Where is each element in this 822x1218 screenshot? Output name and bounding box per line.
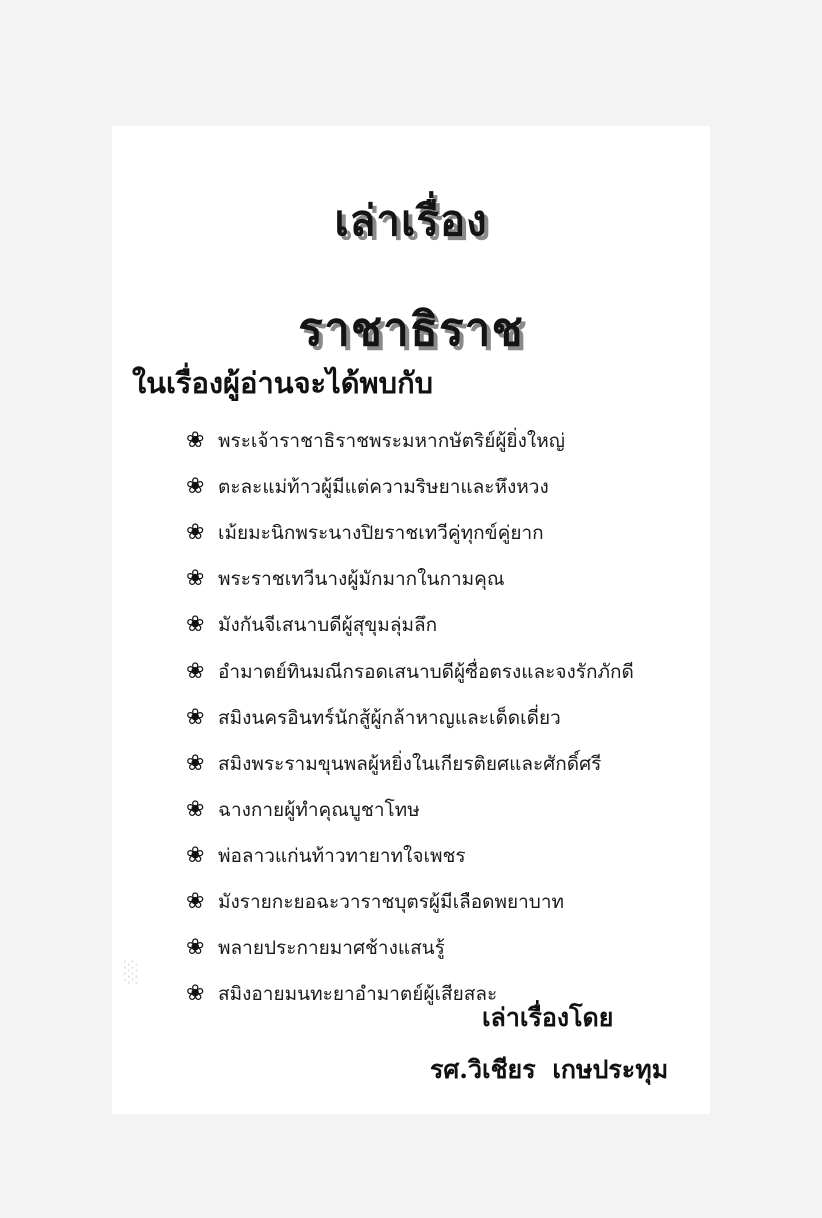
character-item xyxy=(186,556,634,602)
character-item xyxy=(186,418,634,464)
title-line-1: เล่าเรื่อง xyxy=(334,196,488,246)
character-list xyxy=(186,418,634,1017)
flower-icon: ❀ xyxy=(186,428,205,454)
flower-icon: ❀ xyxy=(186,612,205,638)
character-item xyxy=(186,510,634,556)
character-item xyxy=(186,879,634,925)
character-text: พลายประกายมาศช้างแสนรู้ xyxy=(218,937,445,960)
flower-icon: ❀ xyxy=(186,520,205,546)
flower-icon: ❀ xyxy=(186,566,205,592)
title-line-2: ราชาธิราช xyxy=(298,301,524,356)
character-item xyxy=(186,464,634,510)
character-text: สมิงพระรามขุนพลผู้หยิ่งในเกียรติยศและศักดิ์ศรี xyxy=(218,752,602,775)
character-item xyxy=(186,648,634,694)
character-text: มังกันจีเสนาบดีผู้สุขุมลุ่มลึก xyxy=(218,614,438,637)
character-text: สมิงนครอินทร์นักสู้ผู้กล้าหาญและเด็ดเดี่ยว xyxy=(218,706,561,729)
flower-icon: ❀ xyxy=(186,935,205,961)
character-item xyxy=(186,787,634,833)
flower-icon: ❀ xyxy=(186,888,205,914)
character-item xyxy=(186,833,634,879)
character-text: มังรายกะยอฉะวาราชบุตรผู้มีเลือดพยาบาท xyxy=(218,890,565,913)
flower-icon: ❀ xyxy=(186,474,205,500)
intro-heading: ในเรื่องผู้อ่านจะได้พบกับ xyxy=(132,366,434,400)
flower-icon: ❀ xyxy=(186,658,205,684)
bleed-through-mark: ░ xyxy=(124,960,140,984)
character-item xyxy=(186,741,634,787)
flower-icon: ❀ xyxy=(186,796,205,822)
character-text: พ่อลาวแก่นท้าวทายาทใจเพชร xyxy=(218,844,466,867)
flower-icon: ❀ xyxy=(186,704,205,730)
flower-icon: ❀ xyxy=(186,842,205,868)
character-text: ตะละแม่ท้าวผู้มีแต่ความริษยาและหึงหวง xyxy=(218,476,549,499)
character-item xyxy=(186,695,634,741)
character-item xyxy=(186,602,634,648)
character-text: อำมาตย์ทินมณีกรอดเสนาบดีผู้ซื่อตรงและจงรักภักดี xyxy=(218,660,634,683)
flower-icon: ❀ xyxy=(186,750,205,776)
character-text: สมิงอายมนทะยาอำมาตย์ผู้เสียสละ xyxy=(218,983,498,1006)
character-text: ฉางกายผู้ทำคุณบูชาโทษ xyxy=(218,798,420,821)
character-text: เม้ยมะนิกพระนางปิยราชเทวีคู่ทุกข์คู่ยาก xyxy=(218,522,544,545)
author-name: รศ.วิเชียร เกษประทุม xyxy=(430,1055,669,1084)
character-item xyxy=(186,925,634,971)
character-text: พระราชเทวีนางผู้มักมากในกามคุณ xyxy=(218,568,505,591)
byline-label: เล่าเรื่องโดย xyxy=(482,1003,614,1032)
character-text: พระเจ้าราชาธิราชพระมหากษัตริย์ผู้ยิ่งใหญ่ xyxy=(218,430,565,453)
flower-icon: ❀ xyxy=(186,981,205,1007)
